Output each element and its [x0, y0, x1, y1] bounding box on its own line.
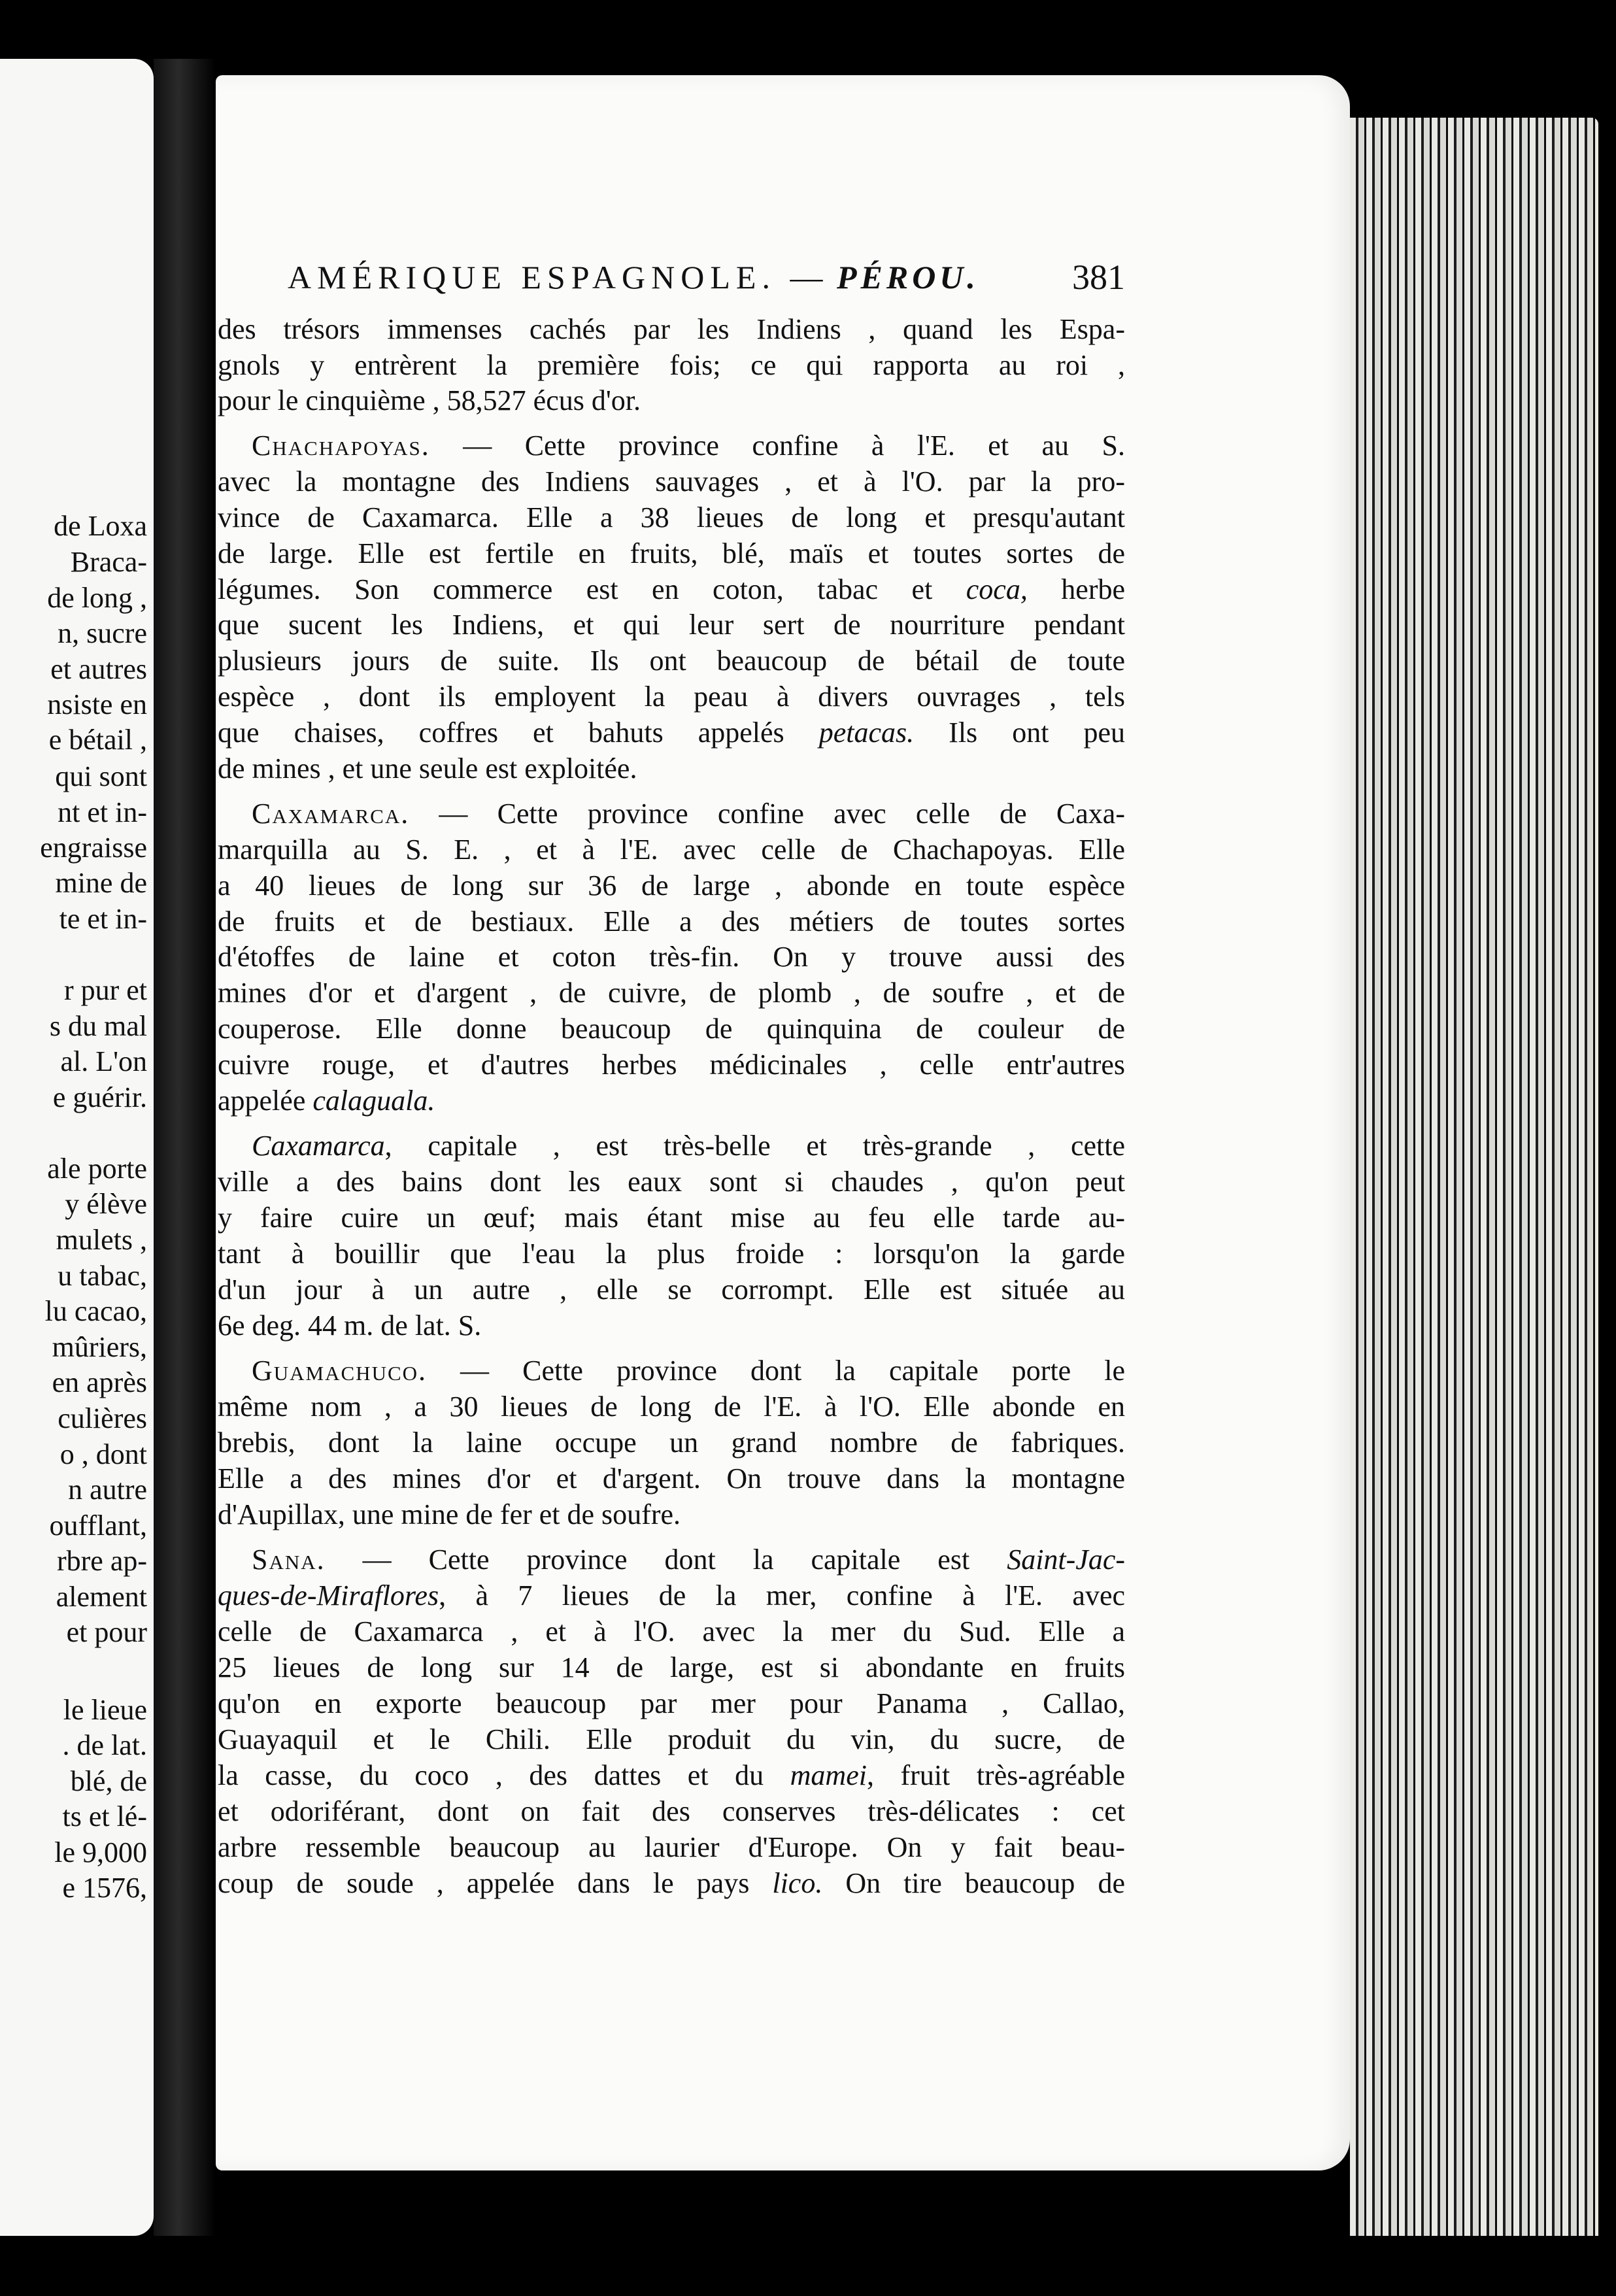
- left-line: n, sucre: [58, 617, 147, 649]
- text-line: y faire cuire un œuf; mais étant mise au feu elle tarde au-: [218, 1202, 1125, 1234]
- left-line: le 9,000: [54, 1836, 147, 1868]
- text-line: plusieurs jours de suite. Ils ont beaucoup de bétail de toute: [218, 645, 1125, 677]
- text-line: d'Aupillax, une mine de fer et de soufre.: [218, 1498, 681, 1530]
- left-line: y élève: [65, 1188, 147, 1220]
- left-line: s du mal: [49, 1010, 147, 1042]
- italic-place-name: ques-de-Miraflores: [218, 1579, 439, 1612]
- left-line: al. L'on: [60, 1045, 147, 1077]
- text-line: avec la montagne des Indiens sauvages , et à l'O. par la pro-: [218, 465, 1125, 498]
- text-line: d'un jour à un autre , elle se corrompt. Elle est située au: [218, 1274, 1125, 1306]
- text-line: et odoriférant, dont on fait des conserves très-délicates : cet: [218, 1795, 1125, 1827]
- italic-place-name: Saint-Jac-: [1007, 1544, 1125, 1576]
- left-line: o , dont: [59, 1438, 147, 1470]
- text-run: On tire beaucoup de: [822, 1867, 1125, 1899]
- left-line: ts et lé-: [62, 1800, 147, 1832]
- running-head-subtitle: PÉROU.: [836, 259, 979, 295]
- text-line: des trésors immenses cachés par les Indiens , quand les Espa-: [218, 313, 1125, 345]
- text-line: gnols y entrèrent la première fois; ce qui rapporta au roi ,: [218, 349, 1125, 381]
- text-line: ville a des bains dont les eaux sont si chaudes , qu'on peut: [218, 1166, 1125, 1198]
- text-line: tant à bouillir que l'eau la plus froide : lorsqu'on la garde: [218, 1238, 1125, 1270]
- left-line: e bétail ,: [48, 724, 147, 756]
- text-line: [218, 575, 1125, 604]
- text-run: , fruit très-agréable: [866, 1759, 1126, 1791]
- italic-term: lico.: [772, 1867, 823, 1899]
- left-line: nsiste en: [47, 688, 147, 720]
- text-run: légumes. Son commerce est en coton, tabac et: [218, 573, 966, 605]
- left-line: de Loxa: [54, 510, 147, 542]
- italic-term: petacas.: [818, 717, 915, 749]
- section-heading-caxamarca: Caxamarca.: [252, 798, 410, 830]
- left-line: en après: [52, 1366, 147, 1398]
- left-line: le lieue: [63, 1694, 147, 1726]
- paragraph-first-line: [252, 1545, 1125, 1574]
- text-run: , capitale , est très-belle et très-grande , cette: [384, 1130, 1125, 1162]
- text-line: 6e deg. 44 m. de lat. S.: [218, 1309, 482, 1342]
- text-run: la casse, du coco , des dattes et du: [218, 1759, 790, 1791]
- text-run: que chaises, coffres et bahuts appelés: [218, 717, 819, 749]
- text-line: [218, 1869, 1125, 1898]
- left-line: rbre ap-: [56, 1545, 147, 1577]
- left-line: lu cacao,: [44, 1295, 147, 1327]
- text-line: d'étoffes de laine et coton très-fin. On y trouve aussi des: [218, 941, 1125, 973]
- left-line: e guérir.: [52, 1081, 147, 1113]
- text-run: herbe: [1027, 573, 1126, 605]
- text-line: [218, 1761, 1125, 1790]
- text-run: — Cette province dont la capitale est: [325, 1544, 1007, 1576]
- section-heading-chachapoyas: Chachapoyas.: [252, 430, 430, 462]
- left-line: te et in-: [59, 903, 147, 935]
- text-line: marquilla au S. E. , et à l'E. avec celle de Chachapoyas. Elle: [218, 834, 1125, 866]
- italic-place-name: Caxamarca: [252, 1130, 385, 1162]
- left-line: . de lat.: [62, 1729, 147, 1761]
- paragraph-first-line: [252, 1357, 1125, 1385]
- left-line: blé, de: [70, 1765, 147, 1797]
- text-line: arbre ressemble beaucoup au laurier d'Europe. On y fait beau-: [218, 1831, 1125, 1863]
- text-line: a 40 lieues de long sur 36 de large , abonde en toute espèce: [218, 869, 1125, 902]
- left-line: mine de: [55, 867, 147, 899]
- paragraph-first-line: [252, 1132, 1125, 1160]
- text-line: espèce , dont ils employent la peau à divers ouvrages , tels: [218, 681, 1125, 713]
- left-line: mulets ,: [56, 1224, 147, 1256]
- text-line: qu'on en exporte beaucoup par mer pour Panama , Callao,: [218, 1687, 1125, 1719]
- page-edges: [1350, 118, 1598, 2236]
- text-run: appelée: [218, 1085, 313, 1117]
- left-line: et autres: [50, 653, 147, 685]
- left-line: et pour: [66, 1616, 147, 1648]
- left-line: engraisse: [40, 832, 147, 864]
- text-line: de fruits et de bestiaux. Elle a des métiers de toutes sortes: [218, 905, 1125, 937]
- text-line: de large. Elle est fertile en fruits, blé, maïs et toutes sortes de: [218, 537, 1125, 569]
- left-line: r pur et: [63, 974, 147, 1006]
- text-line: même nom , a 30 lieues de long de l'E. à l'O. Elle abonde en: [218, 1391, 1125, 1423]
- text-line: vince de Caxamarca. Elle a 38 lieues de long et presqu'autant: [218, 501, 1125, 533]
- text-line: que sucent les Indiens, et qui leur sert de nourriture pendant: [218, 609, 1125, 641]
- text-line: 25 lieues de long sur 14 de large, est si abondante en fruits: [218, 1651, 1125, 1683]
- text-run: — Cette province dont la capitale porte le: [427, 1355, 1125, 1387]
- left-line: e 1576,: [62, 1872, 147, 1904]
- text-run: — Cette province confine à l'E. et au S.: [429, 430, 1125, 462]
- running-head: [288, 258, 1137, 296]
- italic-term: mamei: [790, 1759, 867, 1791]
- left-line: mûriers,: [52, 1331, 147, 1363]
- text-run: coup de soude , appelée dans le pays: [218, 1867, 773, 1899]
- text-line: brebis, dont la laine occupe un grand nombre de fabriques.: [218, 1427, 1125, 1459]
- running-head-title: AMÉRIQUE ESPAGNOLE. —: [288, 259, 829, 295]
- section-heading-guamachuco: Guamachuco.: [252, 1355, 428, 1387]
- text-line: couperose. Elle donne beaucoup de quinquina de couleur de: [218, 1013, 1125, 1045]
- text-line: de mines , et une seule est exploitée.: [218, 752, 637, 785]
- left-line: qui sont: [55, 760, 147, 792]
- italic-term: calaguala.: [312, 1085, 435, 1117]
- left-line: ale porte: [47, 1153, 147, 1185]
- book-gutter: [154, 59, 216, 2236]
- text-line: Guayaquil et le Chili. Elle produit du vin, du sucre, de: [218, 1723, 1125, 1755]
- paragraph-first-line: [252, 800, 1125, 828]
- paragraph-first-line: [252, 431, 1125, 460]
- left-line: oufflant,: [49, 1510, 147, 1542]
- left-line: alement: [56, 1581, 147, 1613]
- text-run: , à 7 lieues de la mer, confine à l'E. avec: [439, 1579, 1125, 1612]
- text-line: celle de Caxamarca , et à l'O. avec la mer du Sud. Elle a: [218, 1615, 1125, 1647]
- text-line: cuivre rouge, et d'autres herbes médicinales , celle entr'autres: [218, 1049, 1125, 1081]
- text-run: — Cette province confine avec celle de Caxa-: [409, 798, 1125, 830]
- text-line: pour le cinquième , 58,527 écus d'or.: [218, 384, 641, 416]
- left-line: u tabac,: [58, 1260, 147, 1292]
- left-line: de long ,: [47, 582, 147, 614]
- text-line: [218, 1087, 1125, 1115]
- text-line: Elle a des mines d'or et d'argent. On trouve dans la montagne: [218, 1462, 1125, 1494]
- left-line: Braca-: [70, 546, 147, 578]
- italic-term: coca,: [966, 573, 1028, 605]
- text-line: mines d'or et d'argent , de cuivre, de plomb , de soufre , et de: [218, 977, 1125, 1009]
- left-page-fragment: [0, 59, 154, 2236]
- left-line: nt et in-: [58, 796, 147, 828]
- section-heading-sana: Sana.: [252, 1544, 326, 1576]
- left-line: n autre: [68, 1474, 147, 1506]
- text-run: Ils ont peu: [914, 717, 1125, 749]
- left-line: culières: [58, 1402, 147, 1434]
- page-number: 381: [1072, 258, 1125, 297]
- text-line: [218, 718, 1125, 747]
- text-line: [218, 1581, 1125, 1610]
